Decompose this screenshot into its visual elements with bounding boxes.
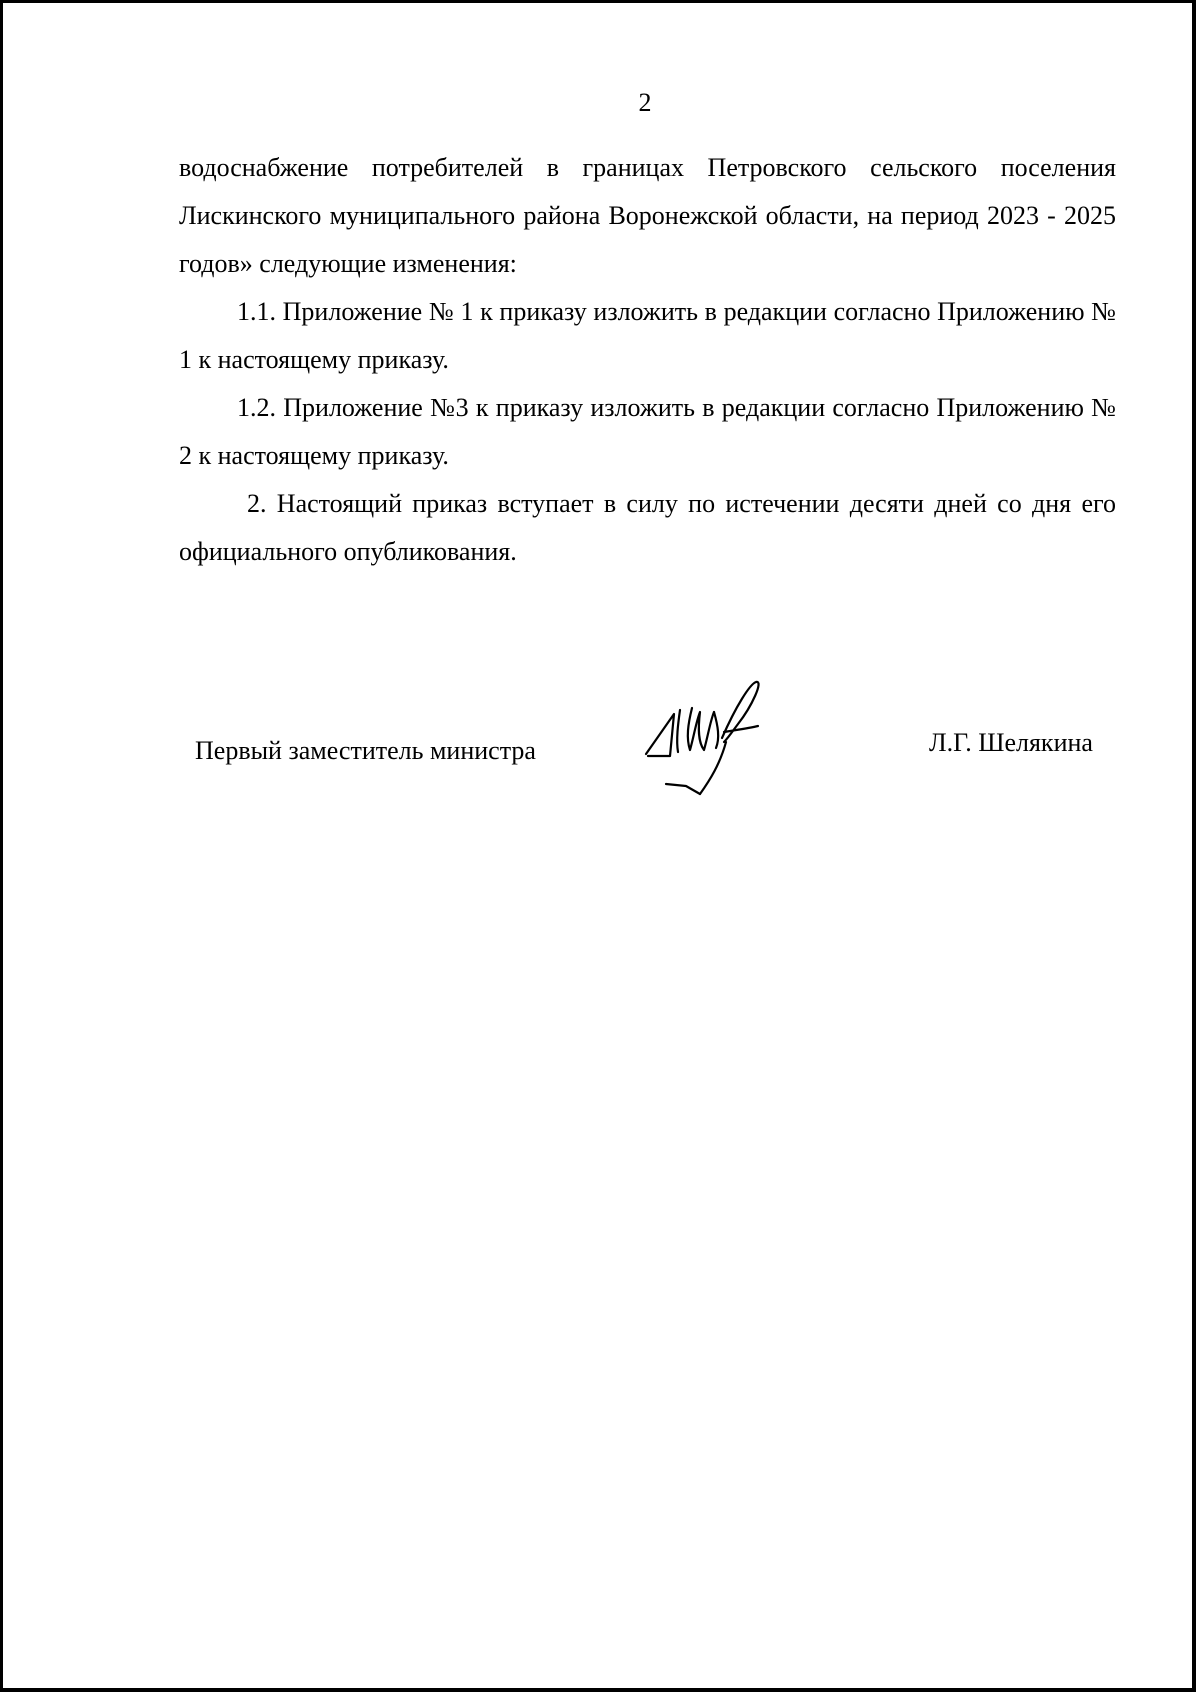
page-number: 2 — [638, 88, 652, 117]
handwritten-signature — [640, 676, 790, 816]
paragraph-intro: водоснабжение потребителей в границах Петровского сельского поселения Лискинского муниципального района Воронежской области, на период 2023 - 2025 годов» следующие изменения: — [179, 153, 1116, 278]
signatory-position: Первый заместитель министра — [195, 736, 536, 765]
paragraph-item-1-2: 1.2. Приложение №3 к приказу изложить в редакции согласно Приложению № 2 к настоящему приказу. — [179, 393, 1116, 470]
signature-block — [0, 676, 1200, 816]
document-body — [179, 144, 1116, 576]
paragraph-item-1-1: 1.1. Приложение № 1 к приказу изложить в редакции согласно Приложению № 1 к настоящему приказу. — [179, 297, 1116, 374]
paragraph-item-2: 2. Настоящий приказ вступает в силу по истечении десяти дней со дня его официального опубликования. — [179, 489, 1116, 566]
signatory-name: Л.Г. Шелякина — [929, 728, 1093, 757]
